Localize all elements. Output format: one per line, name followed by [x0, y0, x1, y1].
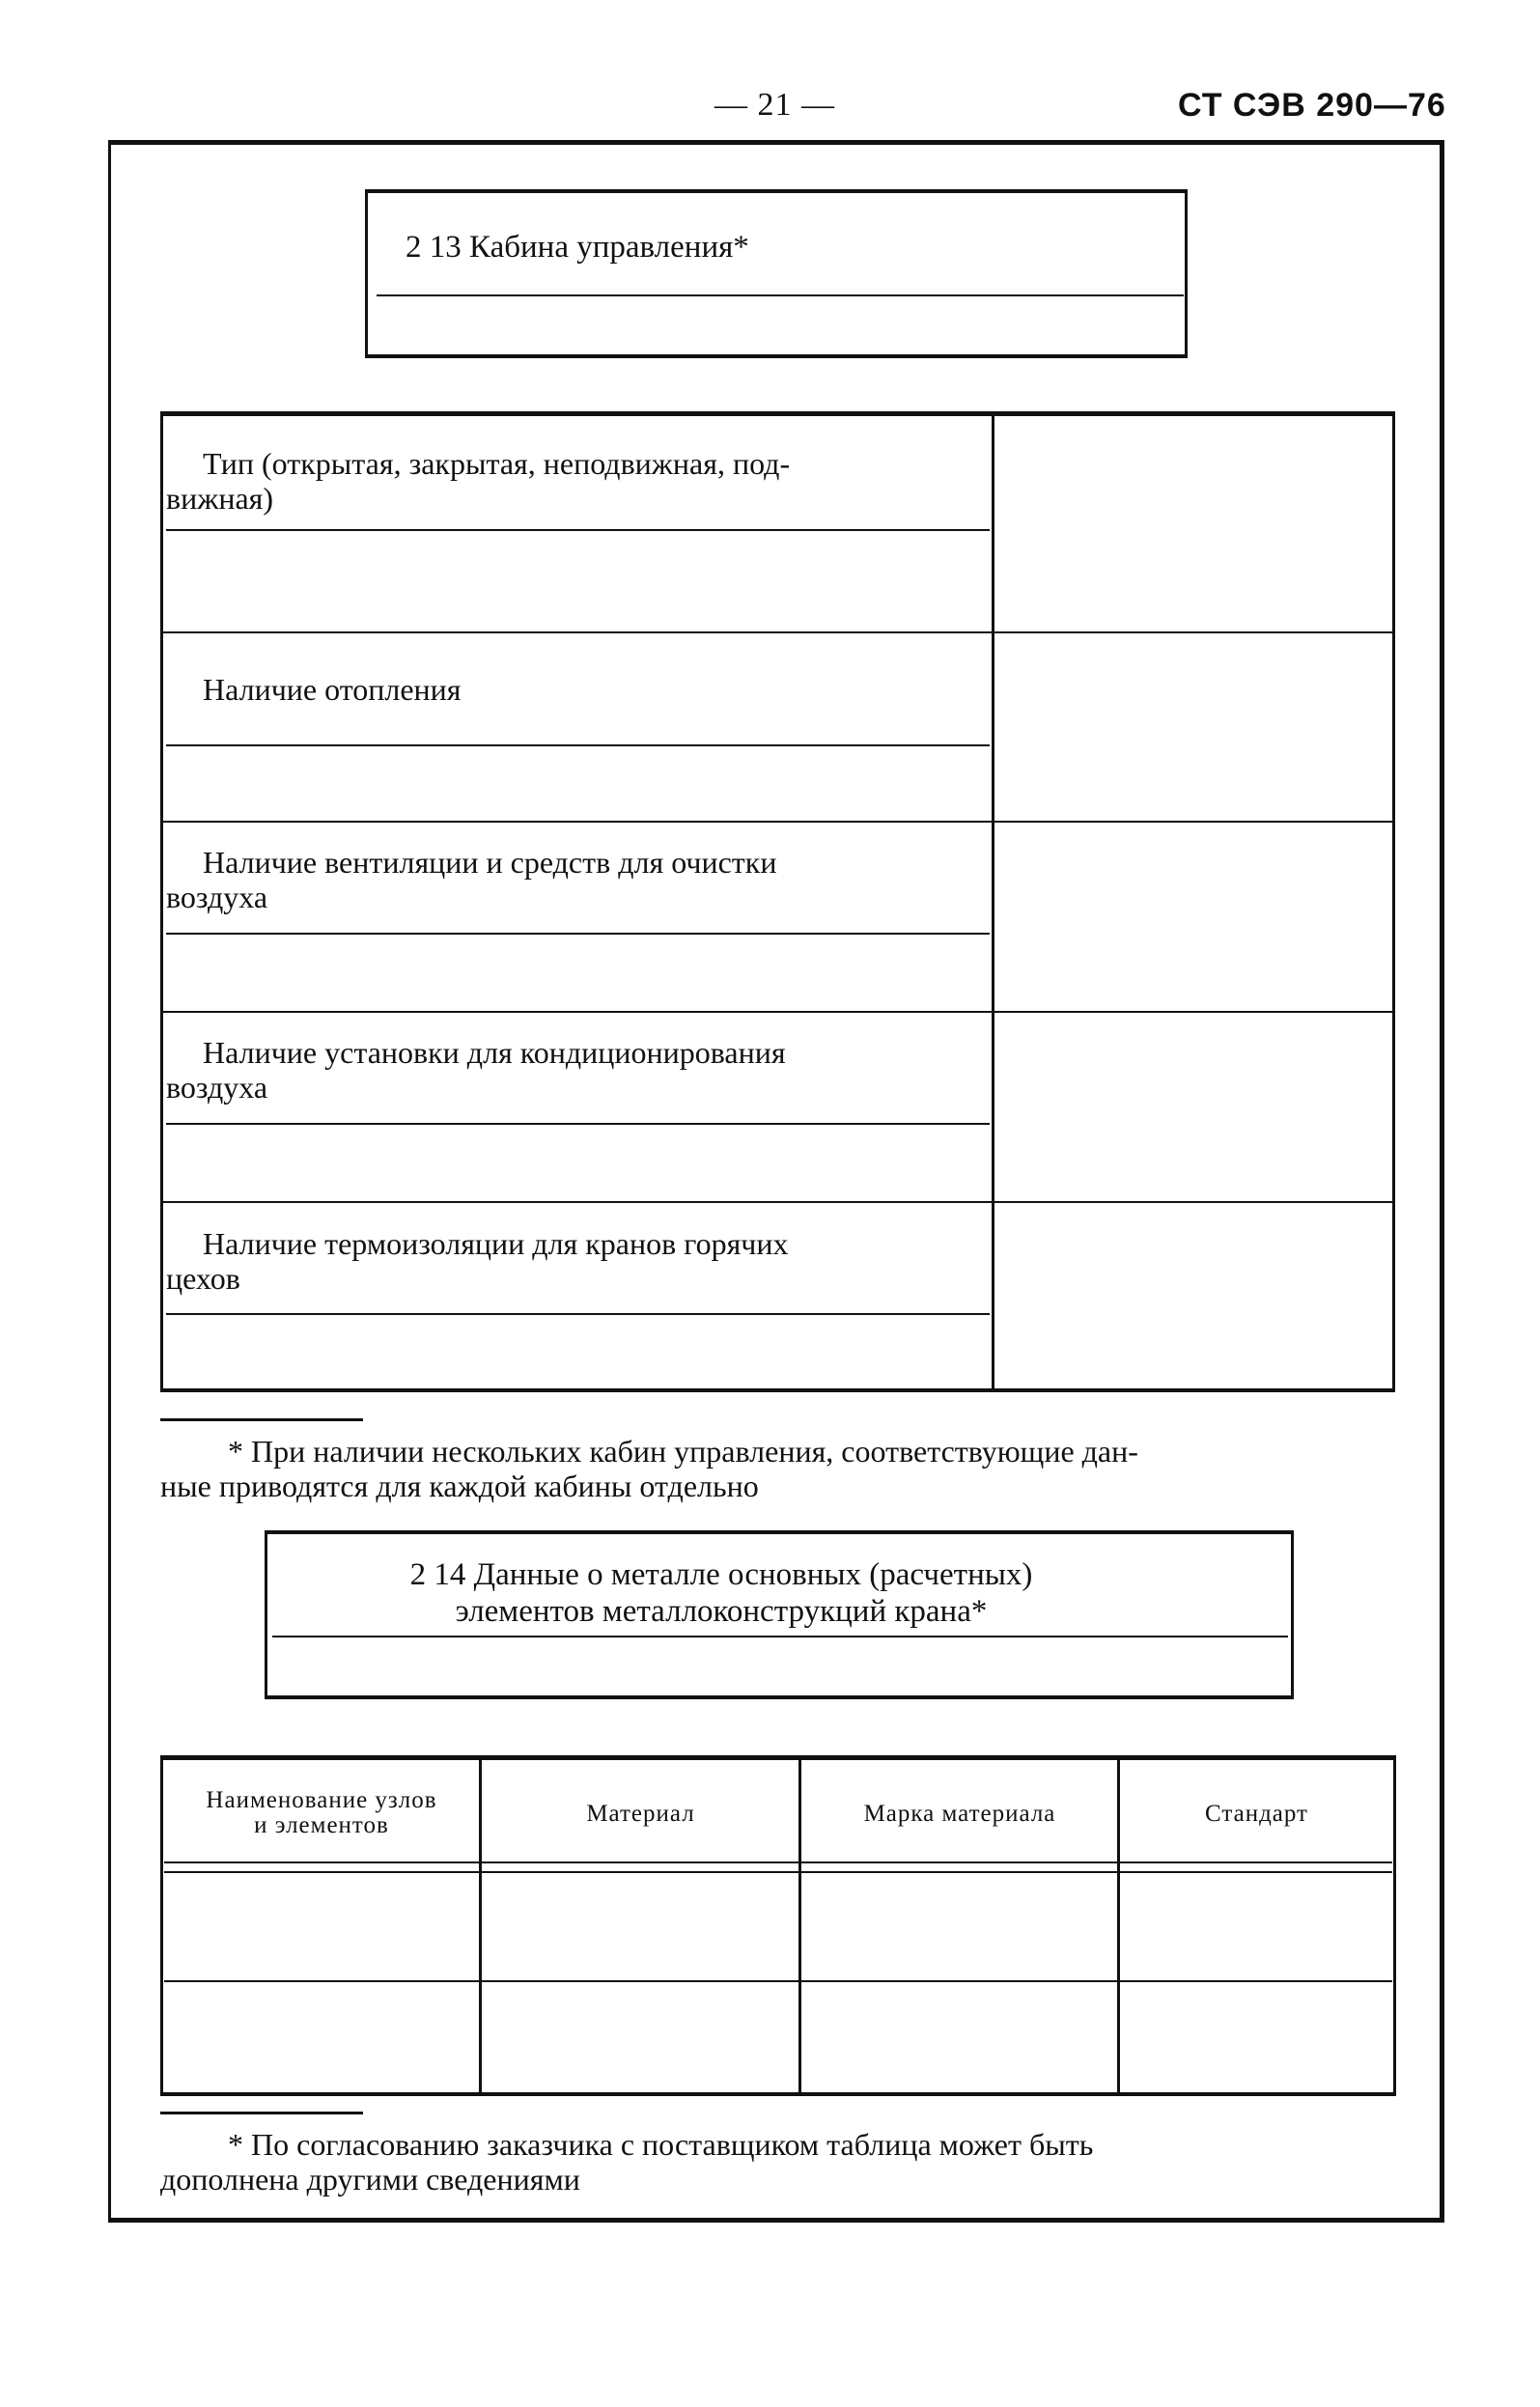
- page-number: — 21 —: [714, 87, 835, 123]
- cabin-row-separator: [162, 821, 1392, 823]
- footnote-rule: [160, 1418, 363, 1421]
- cabin-row-ventilation-line2: воздуха: [166, 880, 268, 914]
- metal-col-name-line2: и элементов: [254, 1812, 389, 1838]
- metal-table-row-separator: [164, 1980, 1392, 1982]
- cabin-row-thermal-insulation-line1: Наличие термоизоляции для кранов горячих: [203, 1226, 789, 1261]
- metal-col-standard: Стандарт: [1205, 1801, 1308, 1827]
- metal-col-name: [164, 1788, 479, 1838]
- metal-table-col-divider: [479, 1760, 482, 2093]
- section-214-title-line2: элементов металлоконструкций крана*: [455, 1594, 988, 1629]
- section-213-footnote-line1: * При наличии нескольких кабин управления, соответствующие дан-: [228, 1434, 1138, 1469]
- cabin-row-subline: [166, 529, 990, 531]
- cabin-row-subline: [166, 744, 990, 746]
- section-213-title: 2 13 Кабина управления*: [406, 230, 749, 265]
- metal-table-header-rule: [164, 1871, 1392, 1873]
- footnote-rule: [160, 2112, 363, 2114]
- cabin-row-ventilation-line1: Наличие вентиляции и средств для очистки: [203, 845, 777, 880]
- cabin-row-heating-line1: Наличие отопления: [203, 672, 462, 707]
- section-213-footnote: [160, 1434, 1396, 1503]
- cabin-row-air-conditioning-line2: воздуха: [166, 1070, 268, 1105]
- cabin-row-subline: [166, 1123, 990, 1125]
- cabin-row-separator: [162, 1201, 1392, 1203]
- metal-col-name-line1: Наименование узлов: [206, 1787, 437, 1813]
- cabin-row-air-conditioning-line1: Наличие установки для кондиционирования: [203, 1035, 786, 1070]
- metal-table-header-rule: [164, 1861, 1392, 1863]
- section-213-title-box: [365, 189, 1188, 358]
- section-214-footnote: [160, 2127, 1396, 2197]
- cabin-row-type-line1: Тип (открытая, закрытая, неподвижная, под-: [203, 446, 791, 481]
- section-214-title-rule: [272, 1636, 1288, 1637]
- cabin-row-type-line2: вижная): [166, 481, 274, 516]
- section-214-footnote-line1: * По согласованию заказчика с поставщиком таблица может быть: [228, 2127, 1094, 2162]
- section-213-footnote-line2: ные приводятся для каждой кабины отдельно: [160, 1469, 759, 1503]
- cabin-row-subline: [166, 1313, 990, 1315]
- cabin-row-ventilation: [166, 845, 993, 914]
- metal-table-col-divider: [798, 1760, 801, 2093]
- cabin-row-air-conditioning: [166, 1035, 993, 1105]
- standard-code: СТ СЭВ 290—76: [1178, 87, 1446, 124]
- metal-col-material: Материал: [586, 1801, 695, 1827]
- section-214-title: [270, 1556, 1288, 1630]
- section-214-footnote-line2: дополнена другими сведениями: [160, 2162, 580, 2197]
- cabin-row-subline: [166, 933, 990, 935]
- cabin-row-heating: [166, 672, 993, 707]
- cabin-row-thermal-insulation: [166, 1226, 993, 1296]
- cabin-row-separator: [162, 631, 1392, 633]
- cabin-row-thermal-insulation-line2: цехов: [166, 1261, 240, 1296]
- metal-col-grade: Марка материала: [863, 1801, 1056, 1827]
- metal-table-col-divider: [1117, 1760, 1120, 2093]
- section-214-title-line1: 2 14 Данные о металле основных (расчетных): [409, 1557, 1033, 1592]
- cabin-row-separator: [162, 1011, 1392, 1013]
- cabin-row-type: [166, 446, 993, 516]
- section-213-title-rule: [377, 294, 1184, 296]
